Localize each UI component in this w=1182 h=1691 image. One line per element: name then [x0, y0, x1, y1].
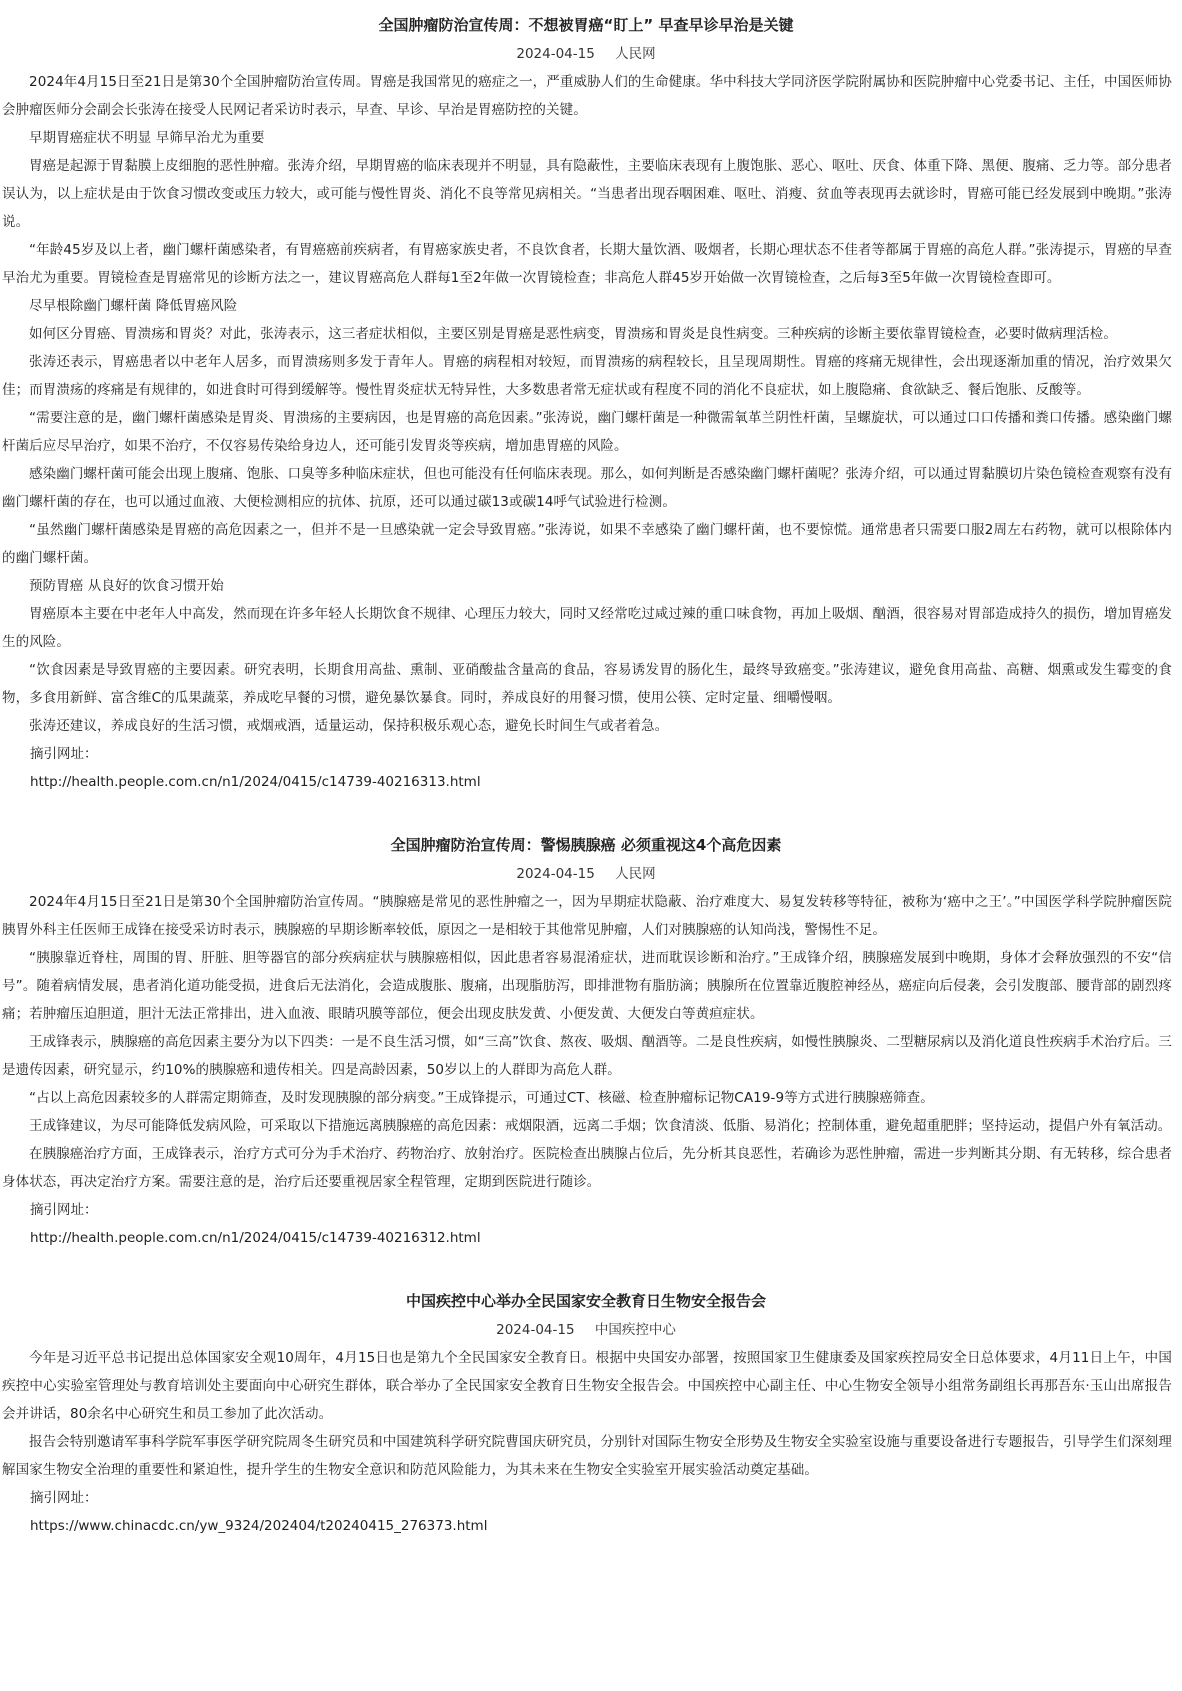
paragraph: “年龄45岁及以上者，幽门螺杆菌感染者，有胃癌癌前疾病者，有胃癌家族史者，不良饮食者，长期大量饮酒、吸烟者，长期心理状态不佳者等都属于胃癌的高危人群。”张涛提示，胃癌的早查早治尤为重要。胃镜检查是胃癌常见的诊断方法之一，建议胃癌高危人群每1至2年做一次胃镜检查；非高危人群45岁开始做一次胃镜检查，之后每3至5年做一次胃镜检查即可。	[2, 242, 1172, 286]
paragraph: “需要注意的是，幽门螺杆菌感染是胃炎、胃溃疡的主要病因，也是胃癌的高危因素。”张涛说，幽门螺杆菌是一种微需氧革兰阴性杆菌，呈螺旋状，可以通过口口传播和粪口传播。感染幽门螺杆菌后应尽早治疗，如果不治疗，不仅容易传染给身边人，还可能引发胃炎等疾病，增加患胃癌的风险。	[2, 410, 1173, 454]
paragraph: 王成锋建议，为尽可能降低发病风险，可采取以下措施远离胰腺癌的高危因素：戒烟限酒，远离二手烟；饮食清淡、低脂、易消化；控制体重，避免超重肥胖；坚持运动，提倡户外有氧活动。	[29, 1118, 1172, 1134]
paragraph: 2024年4月15日至21日是第30个全国肿瘤防治宣传周。胃癌是我国常见的癌症之一，严重威胁人们的生命健康。华中科技大学同济医学院附属协和医院肿瘤中心党委书记、主任，中国医师协会肿瘤医师分会副会长张涛在接受人民网记者采访时表示，早查、早诊、早治是胃癌防控的关键。	[2, 74, 1172, 118]
paragraph: 今年是习近平总书记提出总体国家安全观10周年，4月15日也是第九个全民国家安全教育日。根据中央国安办部署，按照国家卫生健康委及国家疾控局安全日总体要求，4月11日上午，中国疾控中心实验室管理处与教育培训处主要面向中心研究生群体，联合举办了全民国家安全教育日生物安全报告会。中国疾控中心副主任、中心生物安全领导小组常务副组长再那吾东·玉山出席报告会并讲话，80余名中心研究生和员工参加了此次活动。	[2, 1350, 1172, 1422]
source-label: 摘引网址：	[30, 746, 98, 762]
article-2	[0, 830, 1172, 1252]
article-meta	[0, 1316, 1172, 1344]
paragraph: 2024年4月15日至21日是第30个全国肿瘤防治宣传周。“胰腺癌是常见的恶性肿瘤之一，因为早期症状隐蔽、治疗难度大、易复发转移等特征，被称为‘癌中之王’。”中国医学科学院肿瘤医院胰胃外科主任医师王成锋在接受采访时表示，胰腺癌的早期诊断率较低，原因之一是相较于其他常见肿瘤，人们对胰腺癌的认知尚浅，警惕性不足。	[2, 894, 1172, 938]
source-label: 摘引网址：	[30, 1490, 98, 1506]
paragraph: 胃癌原本主要在中老年人中高发，然而现在许多年轻人长期饮食不规律、心理压力较大，同时又经常吃过咸过辣的重口味食物，再加上吸烟、酗酒，很容易对胃部造成持久的损伤，增加胃癌发生的风险。	[2, 606, 1172, 650]
paragraph: 胃癌是起源于胃黏膜上皮细胞的恶性肿瘤。张涛介绍，早期胃癌的临床表现并不明显，具有隐蔽性，主要临床表现有上腹饱胀、恶心、呕吐、厌食、体重下降、黑便、腹痛、乏力等。部分患者误认为，以上症状是由于饮食习惯改变或压力较大，或可能与慢性胃炎、消化不良等常见病相关。“当患者出现吞咽困难、呕吐、消瘦、贫血等表现再去就诊时，胃癌可能已经发展到中晚期。”张涛说。	[2, 158, 1172, 230]
article-date: 2024-04-15	[516, 46, 595, 62]
article-source: 人民网	[615, 866, 656, 882]
paragraph: “占以上高危因素较多的人群需定期筛查，及时发现胰腺的部分病变。”王成锋提示，可通过CT、核磁、检查肿瘤标记物CA19-9等方式进行胰腺癌筛查。	[29, 1090, 934, 1106]
paragraph: 张涛还建议，养成良好的生活习惯，戒烟戒酒，适量运动，保持积极乐观心态，避免长时间生气或者着急。	[29, 718, 669, 734]
article-source: 人民网	[615, 46, 656, 62]
article-3	[0, 1286, 1172, 1540]
article-title: 中国疾控中心举办全民国家安全教育日生物安全报告会	[405, 1292, 766, 1310]
article-title: 全国肿瘤防治宣传周：不想被胃癌“盯上” 早查早诊早治是关键	[378, 16, 794, 34]
paragraph: 感染幽门螺杆菌可能会出现上腹痛、饱胀、口臭等多种临床症状，但也可能没有任何临床表现。那么，如何判断是否感染幽门螺杆菌呢？张涛介绍，可以通过胃黏膜切片染色镜检查观察有没有幽门螺杆菌的存在，也可以通过血液、大便检测相应的抗体、抗原，还可以通过碳13或碳14呼气试验进行检测。	[2, 466, 1172, 510]
article-date: 2024-04-15	[496, 1322, 575, 1338]
paragraph: “虽然幽门螺杆菌感染是胃癌的高危因素之一，但并不是一旦感染就一定会导致胃癌。”张涛说，如果不幸感染了幽门螺杆菌，也不要惊慌。通常患者只需要口服2周左右药物，就可以根除体内的幽门螺杆菌。	[2, 522, 1172, 566]
section-heading: 预防胃癌 从良好的饮食习惯开始	[29, 578, 224, 594]
section-heading: 早期胃癌症状不明显 早筛早治尤为重要	[29, 130, 265, 146]
article-date: 2024-04-15	[516, 866, 595, 882]
paragraph: 张涛还表示，胃癌患者以中老年人居多，而胃溃疡则多发于青年人。胃癌的病程相对较短，而胃溃疡的病程较长，且呈现周期性。胃癌的疼痛无规律性，会出现逐渐加重的情况，治疗效果欠佳；而胃溃疡的疼痛是有规律的，如进食时可得到缓解等。慢性胃炎症状无特异性，大多数患者常无症状或有程度不同的消化不良症状，如上腹隐痛、食欲缺乏、餐后饱胀、反酸等。	[2, 354, 1172, 398]
article-1	[0, 10, 1172, 796]
article-meta	[0, 860, 1172, 888]
section-heading: 尽早根除幽门螺杆菌 降低胃癌风险	[29, 298, 238, 314]
article-meta	[0, 40, 1172, 68]
paragraph: “饮食因素是导致胃癌的主要因素。研究表明，长期食用高盐、熏制、亚硝酸盐含量高的食品，容易诱发胃的肠化生，最终导致癌变。”张涛建议，避免食用高盐、高糖、烟熏或发生霉变的食物，多食用新鲜、富含维C的瓜果蔬菜，养成吃早餐的习惯，避免暴饮暴食。同时，养成良好的用餐习惯，使用公筷、定时定量、细嚼慢咽。	[2, 662, 1172, 706]
paragraph: “胰腺靠近脊柱，周围的胃、肝脏、胆等器官的部分疾病症状与胰腺癌相似，因此患者容易混淆症状，进而耽误诊断和治疗。”王成锋介绍，胰腺癌发展到中晚期，身体才会释放强烈的不安“信号”。随着病情发展，患者消化道功能受损，进食后无法消化，会造成腹胀、腹痛，出现脂肪泻，即排泄物有脂肪滴；胰腺所在位置靠近腹腔神经丛，癌症向后侵袭，会引发腹部、腰背部的剧烈疼痛；若肿瘤压迫胆道，胆汁无法正常排出，进入血液、眼睛巩膜等部位，便会出现皮肤发黄、小便发黄、大便发白等黄疸症状。	[2, 950, 1172, 1022]
source-link[interactable]: http://health.people.com.cn/n1/2024/0415/c14739-40216312.html	[30, 1230, 481, 1246]
article-title: 全国肿瘤防治宣传周：警惕胰腺癌 必须重视这4个高危因素	[390, 836, 782, 854]
paragraph: 在胰腺癌治疗方面，王成锋表示，治疗方式可分为手术治疗、药物治疗、放射治疗。医院检查出胰腺占位后，先分析其良恶性，若确诊为恶性肿瘤，需进一步判断其分期、有无转移，综合患者身体状态，再决定治疗方案。需要注意的是，治疗后还要重视居家全程管理，定期到医院进行随诊。	[2, 1146, 1172, 1190]
article-source: 中国疾控中心	[594, 1322, 676, 1338]
source-link[interactable]: https://www.chinacdc.cn/yw_9324/202404/t20240415_276373.html	[30, 1518, 488, 1534]
paragraph: 如何区分胃癌、胃溃疡和胃炎？对此，张涛表示，这三者症状相似，主要区别是胃癌是恶性病变，胃溃疡和胃炎是良性病变。三种疾病的诊断主要依靠胃镜检查，必要时做病理活检。	[29, 326, 1117, 342]
paragraph: 报告会特别邀请军事科学院军事医学研究院周冬生研究员和中国建筑科学研究院曹国庆研究员，分别针对国际生物安全形势及生物安全实验室设施与重要设备进行专题报告，引导学生们深刻理解国家生物安全治理的重要性和紧迫性，提升学生的生物安全意识和防范风险能力，为其未来在生物安全实验室开展实验活动奠定基础。	[2, 1434, 1172, 1478]
source-link[interactable]: http://health.people.com.cn/n1/2024/0415/c14739-40216313.html	[30, 774, 481, 790]
paragraph: 王成锋表示，胰腺癌的高危因素主要分为以下四类：一是不良生活习惯，如“三高”饮食、熬夜、吸烟、酗酒等。二是良性疾病，如慢性胰腺炎、二型糖尿病以及消化道良性疾病手术治疗后。三是遗传因素，研究显示，约10%的胰腺癌和遗传相关。四是高龄因素，50岁以上的人群即为高危人群。	[2, 1034, 1172, 1078]
source-label: 摘引网址：	[30, 1202, 98, 1218]
